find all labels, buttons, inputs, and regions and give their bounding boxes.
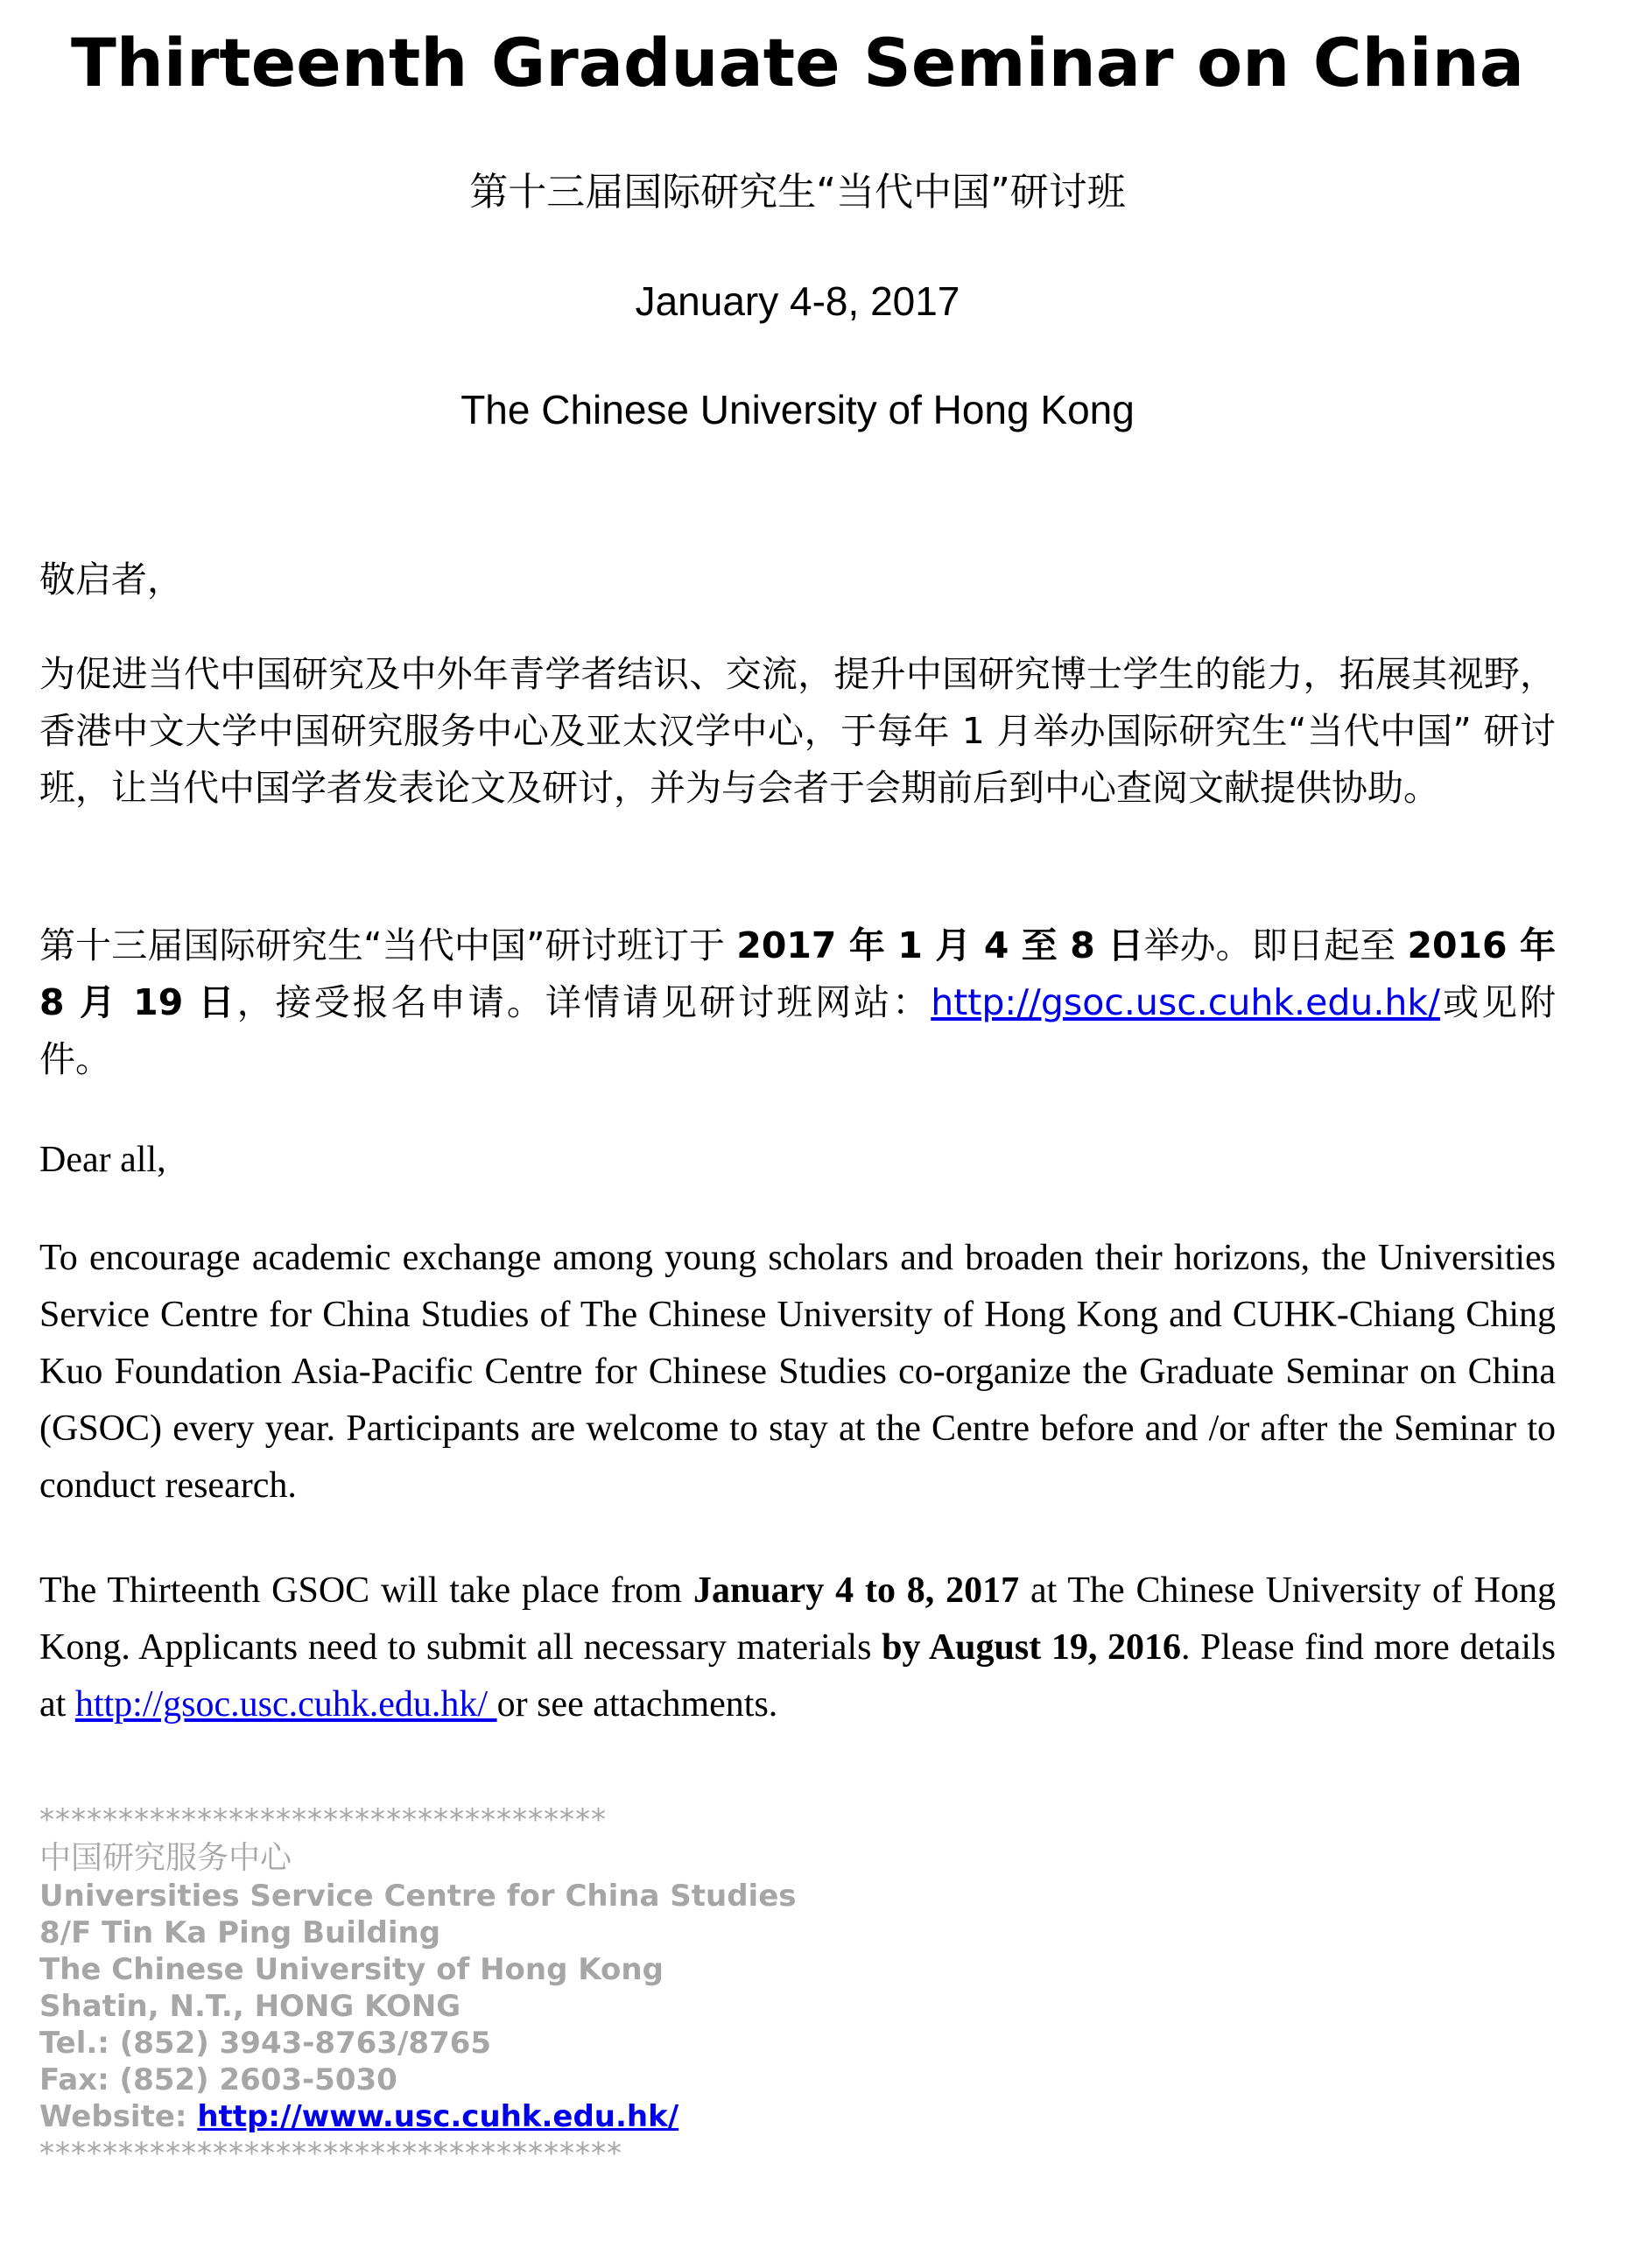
website-label: Website: — [39, 2099, 198, 2134]
signature-fax: Fax: (852) 2603-5030 — [39, 2062, 397, 2097]
english-details-text: The Thirteenth GSOC will take place from — [39, 1570, 693, 1611]
chinese-details-text: 第十三届国际研究生“当代中国”研讨班订于 — [39, 924, 737, 966]
chinese-details-text: 举办。即日起至 — [1143, 924, 1408, 966]
chinese-greeting: 敬启者， — [39, 558, 183, 601]
email-signature — [39, 1802, 915, 2172]
chinese-seminar-dates: 2017 年 1 月 4 至 8 日 — [736, 924, 1144, 966]
signature-divider-top: ************************************ — [39, 1802, 607, 1837]
chinese-gsoc-link[interactable]: http://gsoc.usc.cuhk.edu.hk/ — [931, 981, 1440, 1023]
signature-website — [39, 2098, 915, 2135]
signature-address-line2: The Chinese University of Hong Kong — [39, 1952, 664, 1987]
chinese-deadline: 2016 年 8 月 19 日 — [39, 924, 1556, 1023]
signature-name-chinese: 中国研究服务中心 — [39, 1840, 292, 1876]
english-greeting: Dear all, — [39, 1140, 166, 1180]
signature-divider-bottom: ************************************* — [39, 2136, 622, 2171]
english-details-text: or see attachments. — [496, 1684, 778, 1725]
english-deadline: by August 19, 2016 — [882, 1627, 1182, 1668]
chinese-paragraph-intro: 为促进当代中国研究及中外年青学者结识、交流，提升中国研究博士学生的能力，拓展其视野，香港中文大学中国研究服务中心及亚太汉学中心，于每年 1 月举办国际研究生“当代中国” 研讨班，让当代中国学者发表论文及研讨，并为与会者于会期前后到中心查阅文献提供协助。 — [39, 653, 1556, 809]
signature-telephone: Tel.: (852) 3943-8763/8765 — [39, 2026, 492, 2061]
signature-address-line3: Shatin, N.T., HONG KONG — [39, 1989, 461, 2024]
chinese-paragraph-details — [39, 917, 1556, 1088]
english-paragraph-details — [39, 1563, 1556, 1733]
seminar-venue: The Chinese University of Hong Kong — [460, 387, 1135, 432]
english-paragraph-intro: To encourage academic exchange among young scholars and broaden their horizons, the Universities Service Centre for China Studies of The Chinese University of Hong Kong and CUHK-Chiang Ching Kuo Foundation Asia-Pacific Centre for Chinese Studies co-organize the Graduate Seminar on China (GSOC) every year. Participants are welcome to stay at the Centre before and /or after the Seminar to conduct research. — [39, 1238, 1556, 1506]
english-details-text: . Please find more details at — [39, 1627, 1556, 1725]
website-link[interactable]: http://www.usc.cuhk.edu.hk/ — [197, 2099, 679, 2134]
signature-name-english: Universities Service Centre for China Studies — [39, 1879, 797, 1914]
chinese-title: 第十三届国际研究生“当代中国”研讨班 — [469, 170, 1126, 214]
english-details-text: at The Chinese University of Hong Kong. Applicants need to submit all necessary materials — [39, 1570, 1556, 1668]
signature-address-line1: 8/F Tin Ka Ping Building — [39, 1915, 441, 1950]
english-seminar-dates: January 4 to 8, 2017 — [692, 1570, 1020, 1611]
seminar-date: January 4-8, 2017 — [635, 278, 960, 324]
document-title: Thirteenth Graduate Seminar on China — [70, 24, 1525, 102]
chinese-details-text: ，接受报名申请。详情请见研讨班网站： — [236, 981, 931, 1023]
english-gsoc-link[interactable]: http://gsoc.usc.cuhk.edu.hk/ — [74, 1684, 497, 1725]
chinese-details-text: 或见附件。 — [39, 981, 1557, 1080]
